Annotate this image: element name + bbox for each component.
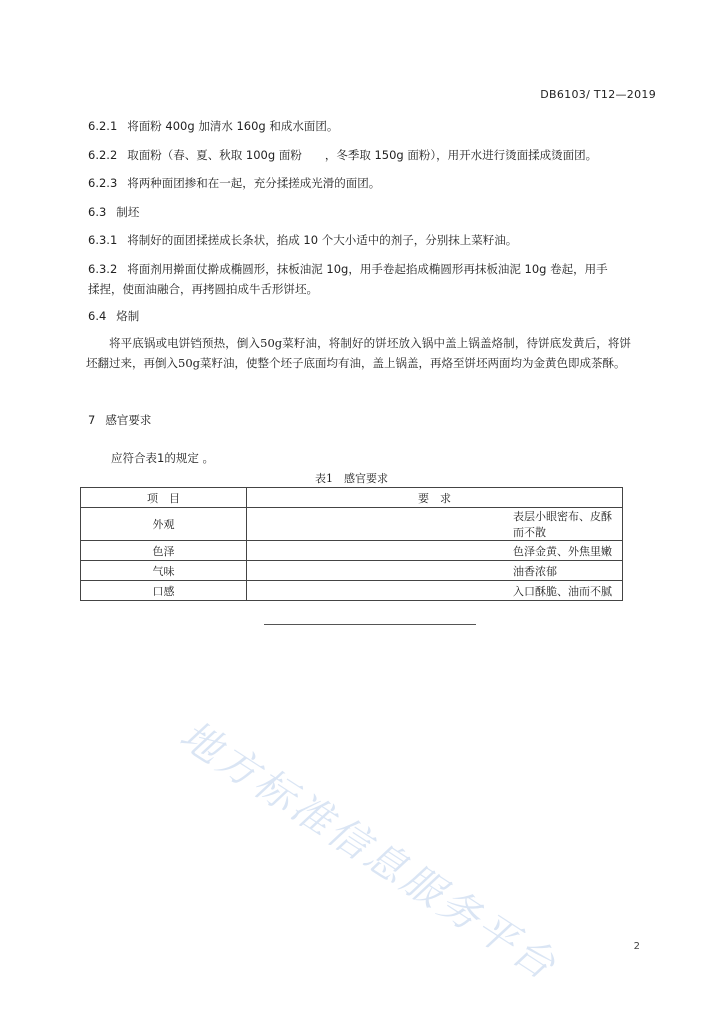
clause-6-3-2-continuation	[88, 279, 648, 299]
clause-text-line-2: 揉捏，使面油融合，再拷圆拍成牛舌形饼坯。	[88, 282, 318, 296]
clause-6-2-3	[88, 173, 648, 193]
section-6-4-heading	[88, 306, 648, 326]
clause-number: 6.2.2	[88, 148, 118, 162]
table-cell-requirement: 入口酥脆、油而不腻	[247, 581, 623, 601]
table-cell-item: 口感	[81, 581, 247, 601]
table-cell-item: 色泽	[81, 541, 247, 561]
table-row	[81, 508, 623, 541]
table-cell-requirement: 色泽金黄、外焦里嫩	[247, 541, 623, 561]
clause-number: 6.2.3	[88, 176, 118, 190]
section-number: 6.3	[88, 205, 107, 219]
table-caption: 表1 感官要求	[315, 472, 388, 485]
clause-number: 6.3.2	[88, 262, 118, 276]
column-header-item: 项 目	[81, 488, 247, 508]
end-of-document-line	[264, 624, 476, 625]
page-number: 2	[633, 941, 640, 952]
sensory-requirements-table	[80, 487, 623, 601]
section-7-heading	[88, 410, 648, 430]
column-header-requirement: 要 求	[247, 488, 623, 508]
section-7-body: 应符合表1的规定 。	[111, 451, 214, 465]
table-cell-requirement: 表层小眼密布、皮酥而不散	[247, 508, 623, 541]
clause-6-2-2	[88, 145, 648, 165]
table-row	[81, 541, 623, 561]
table-header-row	[81, 488, 623, 508]
table-cell-item: 外观	[81, 508, 247, 541]
section-title: 制坯	[116, 205, 140, 219]
watermark: 地方标准信息服务平台	[171, 712, 566, 991]
section-number: 6.4	[88, 309, 107, 323]
section-title: 感官要求	[105, 413, 152, 427]
document-code: DB6103/ T12—2019	[540, 88, 656, 101]
table-cell-requirement: 油香浓郁	[247, 561, 623, 581]
clause-6-2-1	[88, 116, 648, 136]
table-row	[81, 581, 623, 601]
section-number: 7	[88, 413, 96, 427]
clause-text: 将制好的面团揉搓成长条状，掐成 10 个大小适中的剂子，分别抹上菜籽油。	[127, 233, 518, 247]
clause-text: 取面粉（春、夏、秋取 100g 面粉 ，冬季取 150g 面粉），用开水进行烫面揉成烫面团。	[127, 148, 598, 162]
clause-number: 6.2.1	[88, 119, 118, 133]
section-6-4-body: 将平底锅或电饼铛预热，倒入50g菜籽油，将制好的饼坯放入锅中盖上锅盖烙制，待饼底发黄后，将饼坯翻过来，再倒入50g菜籽油，使整个坯子底面均有油，盖上锅盖，再烙至饼坯两面均为金黄色即成茶酥。	[86, 336, 631, 370]
section-title: 烙制	[116, 309, 140, 323]
table-cell-item: 气味	[81, 561, 247, 581]
clause-text-line-1: 将面剂用擀面仗擀成椭圆形，抹板油泥 10g，用手卷起掐成椭圆形再抹板油泥 10g 卷起，用手	[127, 262, 608, 276]
clause-number: 6.3.1	[88, 233, 118, 247]
table-row	[81, 561, 623, 581]
clause-6-3-1	[88, 230, 648, 250]
clause-text: 将面粉 400g 加清水 160g 和成水面团。	[127, 119, 339, 133]
section-6-3-heading	[88, 202, 648, 222]
clause-6-3-2	[88, 259, 648, 279]
clause-text: 将两种面团掺和在一起，充分揉搓成光滑的面团。	[127, 176, 381, 190]
